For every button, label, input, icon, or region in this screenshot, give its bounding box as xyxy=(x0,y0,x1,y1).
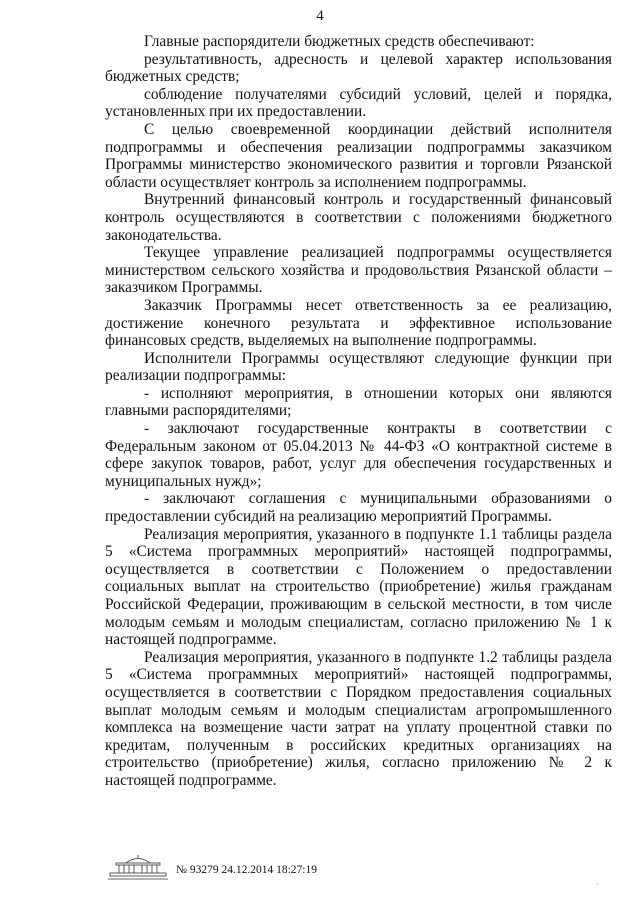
paragraph-13: Реализация мероприятия, указанного в подпункте 1.2 таблицы раздела 5 «Система программных мероприятий» настоящей подпрограммы, осуществляется в соответствии с Порядком предоставления социальных выплат молодым семьям и молодым специалистам агропромышленного комплекса на возмещение части затрат на уплату процентной ставки по кредитам, полученным в российских кредитных организациях на строительство (приобретение) жилья, согласно приложению № 2 к настоящей подпрограмме. xyxy=(105,648,612,789)
paragraph-5: Внутренний финансовый контроль и государственный финансовый контроль осуществляются в соответствии с положениями бюджетного законодательства. xyxy=(105,191,612,244)
building-seal-icon xyxy=(106,852,170,882)
paragraph-6: Текущее управление реализацией подпрограммы осуществляется министерством сельского хозяйства и продовольствия Рязанской области – заказчиком Программы. xyxy=(105,244,612,297)
paragraph-9: - исполняют мероприятия, в отношении которых они являются главными распорядителями; xyxy=(105,384,612,420)
document-footer xyxy=(106,852,317,882)
paragraph-12: Реализация мероприятия, указанного в подпункте 1.1 таблицы раздела 5 «Система программных мероприятий» настоящей подпрограммы, осуществляется в соответствии с Положением о предоставлении социальных выплат на строительство (приобретение) жилья гражданам Российской Федерации, проживающим в сельской местности, в том числе молодым семьям и молодым специалистам, согласно приложению № 1 к настоящей подпрограмме. xyxy=(105,525,612,649)
registration-stamp: № 93279 24.12.2014 18:27:19 xyxy=(176,864,317,876)
paragraph-1: Главные распорядители бюджетных средств обеспечивают: xyxy=(144,33,535,50)
paragraph-11: - заключают соглашения с муниципальными образованиями о предоставлении субсидий на реализацию мероприятий Программы. xyxy=(105,490,612,526)
paragraph-3: соблюдение получателями субсидий условий, целей и порядка, установленных при их предоставлении. xyxy=(105,85,612,121)
paragraph-2: результативность, адресность и целевой характер использования бюджетных средств; xyxy=(105,50,612,86)
paragraph-7: Заказчик Программы несет ответственность за ее реализацию, достижение конечного результата и эффективное использование финансовых средств, выделяемых на выполнение подпрограммы. xyxy=(105,296,612,350)
document-body xyxy=(105,33,612,790)
paragraph-10: - заключают государственные контракты в соответствии с Федеральным законом от 05.04.2013 № 44-ФЗ «О контрактной системе в сфере закупок товаров, работ, услуг для обеспечения государственных и муниципальных нужд»; xyxy=(105,420,612,490)
paragraph-4: С целью своевременной координации действий исполнителя подпрограммы и обеспечения реализации подпрограммы заказчиком Программы министерство экономического развития и торговли Рязанской области осуществляет контроль за исполнением подпрограммы. xyxy=(105,120,612,191)
page-number: 4 xyxy=(316,8,324,24)
paragraph-8: Исполнители Программы осуществляют следующие функции при реализации подпрограммы: xyxy=(105,349,612,385)
corner-mark: · xyxy=(596,880,599,889)
